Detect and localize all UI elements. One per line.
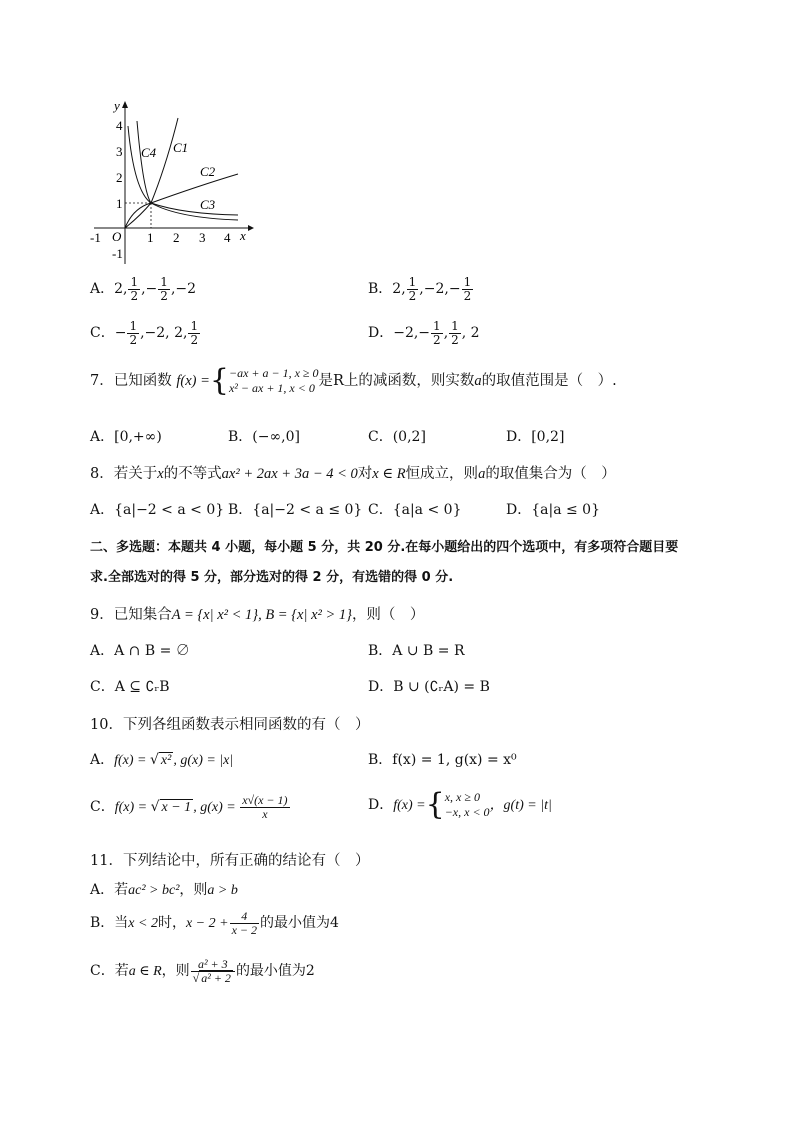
x-tick-1: 1 bbox=[147, 230, 154, 245]
q8-option-d[interactable]: D．{a|a ≤ 0} bbox=[506, 502, 600, 518]
q10-option-c[interactable]: C．f(x) = √ x − 1 , g(x) = $\frac{x√(x - 1)}{x}$ bbox=[90, 793, 288, 821]
q7-option-b[interactable]: B．(−∞,0] bbox=[228, 429, 300, 445]
x-axis-label: x bbox=[240, 228, 246, 243]
curve-c4 bbox=[137, 121, 238, 220]
q6-option-d[interactable]: D．−2,− $\frac{1}{2}$ , $\frac{1}{2}$ , 2 bbox=[368, 319, 480, 347]
curve-label-c4: C4 bbox=[141, 145, 157, 160]
q9-option-c[interactable]: C．A ⊆ ∁ᵣB bbox=[90, 679, 170, 695]
q11-option-a[interactable]: A．若ac² > bc²，则a > b bbox=[90, 882, 238, 898]
y-axis-arrow bbox=[122, 101, 128, 108]
curve-c1 bbox=[125, 118, 178, 228]
y-tick-2: 2 bbox=[116, 170, 123, 185]
q9-stem: 9．已知集合A = {x| x² < 1}, B = {x| x² > 1}，则（ ） bbox=[90, 607, 425, 623]
q11-stem: 11．下列结论中，所有正确的结论有（ ） bbox=[90, 853, 370, 869]
fraction: $\frac{1}{2}$ bbox=[433, 319, 441, 347]
q10-stem: 10．下列各组函数表示相同函数的有（ ） bbox=[90, 717, 370, 733]
q8-stem: 8．若关于x的不等式ax² + 2ax + 3a − 4 < 0对x ∈ R恒成立，则a的取值集合为（ ） bbox=[90, 466, 616, 482]
x-axis-arrow bbox=[248, 225, 254, 231]
fraction: $\frac{1}{2}$ bbox=[160, 275, 168, 303]
q6-option-a[interactable]: A．2, $\frac{1}{2}$ ,− $\frac{1}{2}$ ,−2 bbox=[90, 275, 197, 303]
y-tick-4: 4 bbox=[116, 118, 123, 133]
curve-label-c1: C1 bbox=[173, 140, 189, 155]
q7-option-a[interactable]: A．[0,+∞) bbox=[90, 429, 162, 445]
origin-label: O bbox=[112, 229, 122, 244]
q7-option-c[interactable]: C．(0,2] bbox=[368, 429, 426, 445]
q9-option-b[interactable]: B．A ∪ B = R bbox=[368, 643, 465, 659]
fraction: $\frac{1}{2}$ bbox=[451, 319, 459, 347]
fraction: $\frac{4}{x - 2}$ bbox=[231, 909, 258, 937]
brace: { bbox=[425, 787, 445, 822]
fraction: $\frac{1}{2}$ bbox=[130, 275, 139, 303]
q10-option-b[interactable]: B．f(x) = 1, g(x) = x⁰ bbox=[368, 752, 517, 768]
q8-option-b[interactable]: B．{a|−2 < a ≤ 0} bbox=[228, 502, 363, 518]
piecewise-cases: x, x ≥ 0 −x, x < 0 bbox=[444, 790, 490, 819]
fraction: $\frac{x√(x - 1)}{x}$ bbox=[242, 793, 288, 821]
y-tick-neg1: -1 bbox=[112, 246, 123, 261]
q8-option-c[interactable]: C．{a|a < 0} bbox=[368, 502, 462, 518]
function-graph bbox=[88, 96, 258, 268]
x-tick-4: 4 bbox=[224, 230, 231, 245]
curve-c2 bbox=[125, 174, 238, 228]
x-tick-2: 2 bbox=[173, 230, 180, 245]
q10-option-d[interactable]: D．f(x) ={ x, x ≥ 0 −x, x < 0 ，g(t) = |t| bbox=[368, 787, 552, 822]
y-tick-1: 1 bbox=[116, 196, 123, 211]
x-tick-neg1: -1 bbox=[90, 230, 101, 245]
y-axis-label: y bbox=[114, 98, 120, 113]
piecewise-cases: −ax + a − 1, x ≥ 0 x² − ax + 1, x < 0 bbox=[228, 366, 319, 395]
q7-stem: 7．已知函数 f(x) ={ −ax + a − 1, x ≥ 0 x² − ax + 1, x < 0 是R上的减函数，则实数a的取值范围是（ ）. bbox=[90, 363, 617, 398]
q11-option-b[interactable]: B．当x < 2时，x − 2 + $\frac{4}{x - 2}$ 的最小值为4 bbox=[90, 909, 339, 937]
curve-label-c3: C3 bbox=[200, 197, 216, 212]
y-tick-3: 3 bbox=[116, 144, 123, 159]
fraction: $\frac{1}{2}$ bbox=[463, 275, 472, 303]
fraction: $\frac{1}{2}$ bbox=[129, 319, 138, 347]
fraction: $\frac{\text{a² + 3}}{\text{√ a² + 2}}$ bbox=[191, 958, 235, 984]
q11-option-c[interactable]: C．若a ∈ R，则 $\frac{\text{a² + 3}}{\text{√ a² + 2}}$ 的最小值为2 bbox=[90, 957, 315, 985]
q9-option-a[interactable]: A．A ∩ B = ∅ bbox=[90, 643, 190, 659]
curve-label-c2: C2 bbox=[200, 164, 216, 179]
q6-option-b[interactable]: B．2, $\frac{1}{2}$ ,−2,− $\frac{1}{2}$ bbox=[368, 275, 472, 303]
fraction: $\frac{1}{2}$ bbox=[408, 275, 417, 303]
x-tick-3: 3 bbox=[199, 230, 206, 245]
section-heading-line2: 求.全部选对的得 5 分，部分选对的得 2 分，有选错的得 0 分. bbox=[90, 570, 454, 585]
q8-option-a[interactable]: A．{a|−2 < a < 0} bbox=[90, 502, 225, 518]
section-heading-line1: 二、多选题：本题共 4 小题，每小题 5 分，共 20 分.在每小题给出的四个选项中，有多项符合题目要 bbox=[90, 540, 679, 555]
q10-option-a[interactable]: A．f(x) = √ x² , g(x) = |x| bbox=[90, 752, 234, 768]
q7-option-d[interactable]: D．[0,2] bbox=[506, 429, 565, 445]
q9-option-d[interactable]: D．B ∪ (∁ᵣA) = B bbox=[368, 679, 490, 695]
fraction: $\frac{1}{2}$ bbox=[190, 319, 199, 347]
q6-option-c[interactable]: C．− $\frac{1}{2}$ ,−2, 2, $\frac{1}{2}$ bbox=[90, 319, 199, 347]
brace: { bbox=[209, 363, 229, 398]
